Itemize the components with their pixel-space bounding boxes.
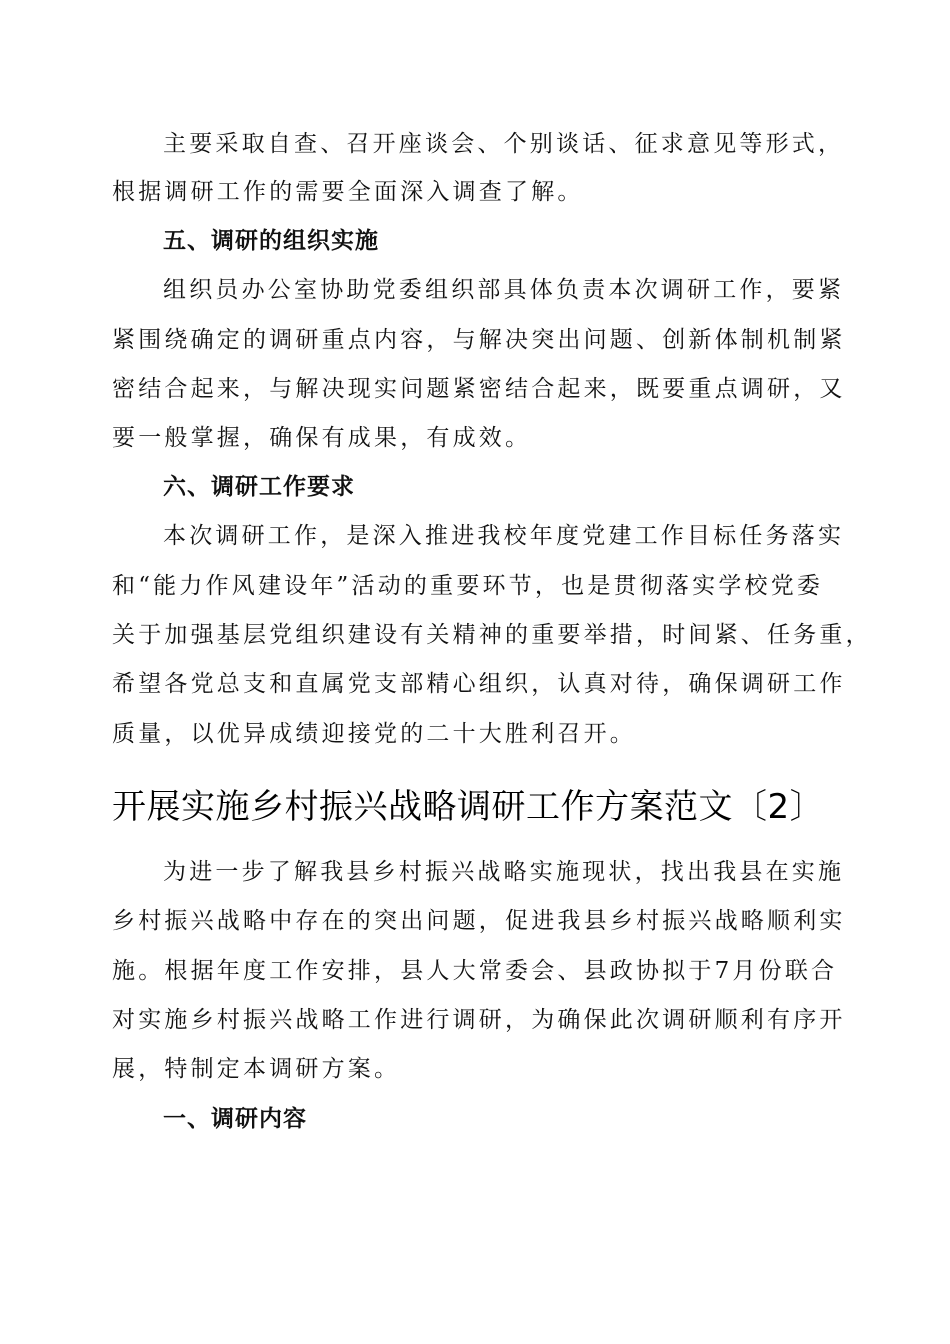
body-line: 密结合起来，与解决现实问题紧密结合起来，既要重点调研，又 bbox=[112, 376, 846, 402]
body-line: 关于加强基层党组织建设有关精神的重要举措，时间紧、任务重， bbox=[112, 622, 872, 648]
section-heading-5: 五、调研的组织实施 bbox=[163, 228, 379, 254]
body-line: 本次调研工作，是深入推进我校年度党建工作目标任务落实 bbox=[163, 523, 845, 549]
body-line: 根据调研工作的需要全面深入调查了解。 bbox=[112, 179, 584, 205]
body-line: 施。根据年度工作安排，县人大常委会、县政协拟于7月份联合 bbox=[112, 958, 838, 984]
body-line: 组织员办公室协助党委组织部具体负责本次调研工作，要紧 bbox=[163, 277, 845, 303]
document-title: 开展实施乡村振兴战略调研工作方案范文〔2〕 bbox=[112, 787, 825, 827]
body-line: 希望各党总支和直属党支部精心组织，认真对待，确保调研工作 bbox=[112, 671, 846, 697]
body-line: 乡村振兴战略中存在的突出问题，促进我县乡村振兴战略顺利实 bbox=[112, 908, 846, 934]
section-heading-6: 六、调研工作要求 bbox=[163, 474, 355, 500]
body-line: 和“能力作风建设年”活动的重要环节，也是贯彻落实学校党委 bbox=[112, 573, 824, 599]
body-line: 紧围绕确定的调研重点内容，与解决突出问题、创新体制机制紧 bbox=[112, 327, 846, 353]
body-line: 质量，以优异成绩迎接党的二十大胜利召开。 bbox=[112, 721, 636, 747]
body-line: 主要采取自查、召开座谈会、个别谈话、征求意见等形式， bbox=[163, 131, 845, 157]
section-heading-1: 一、调研内容 bbox=[163, 1106, 307, 1132]
body-line: 为进一步了解我县乡村振兴战略实施现状，找出我县在实施 bbox=[163, 859, 845, 885]
body-line: 对实施乡村振兴战略工作进行调研，为确保此次调研顺利有序开 bbox=[112, 1007, 846, 1033]
body-line: 展，特制定本调研方案。 bbox=[112, 1056, 401, 1082]
body-line: 要一般掌握，确保有成果，有成效。 bbox=[112, 425, 532, 451]
